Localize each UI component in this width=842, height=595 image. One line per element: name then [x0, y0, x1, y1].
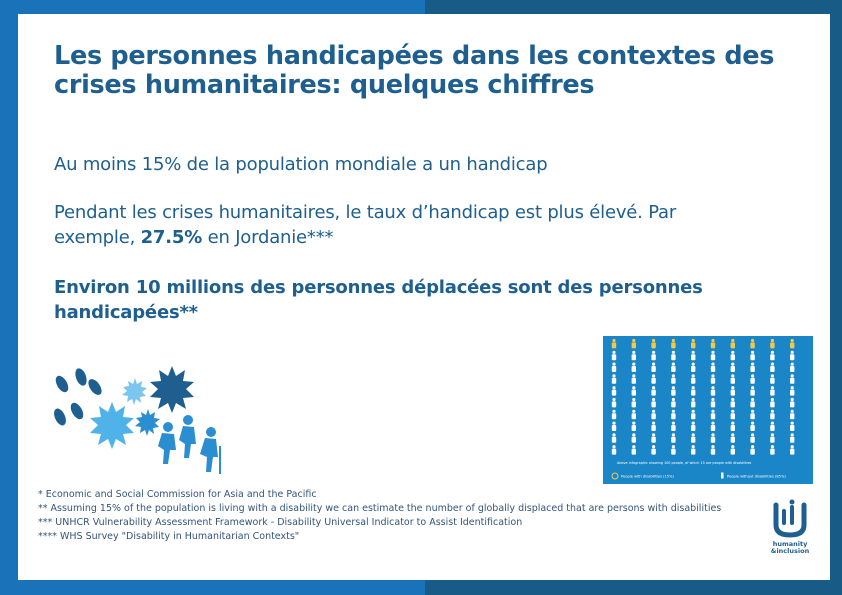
person-icon: [671, 445, 675, 455]
person-icon: [651, 386, 655, 396]
person-icon: [770, 422, 774, 432]
person-icon: [790, 433, 794, 443]
person-icon: [671, 422, 675, 432]
person-icon: [651, 410, 655, 420]
person-icon: [731, 445, 735, 455]
person-icon: [612, 433, 616, 443]
footnote-2: ** Assuming 15% of the population is living with a disability we can estimate the number of globally displaced that are persons with disabilities: [38, 503, 722, 514]
person-icon: [671, 374, 675, 384]
person-icon: [632, 433, 636, 443]
person-legend-icon: [721, 473, 724, 479]
person-with-disability-icon: [691, 351, 695, 361]
stat-global-disability: Au moins 15% de la population mondiale a un handicap: [54, 154, 548, 175]
legend-with-disabilities: People with disabilities (15%): [621, 474, 674, 479]
person-with-disability-icon: [612, 339, 616, 349]
person-icon: [750, 410, 754, 420]
person-icon: [750, 374, 754, 384]
hi-hand-icon: [762, 499, 818, 541]
person-icon: [790, 445, 794, 455]
person-icon: [632, 363, 636, 373]
person-with-disability-icon: [651, 339, 655, 349]
person-icon: [711, 445, 715, 455]
person-icon: [671, 398, 675, 408]
person-icon: [711, 374, 715, 384]
person-icon: [731, 351, 735, 361]
person-icon: [731, 433, 735, 443]
person-icon: [711, 422, 715, 432]
person-icon: [790, 386, 794, 396]
person-icon: [691, 422, 695, 432]
disability-infographic: [603, 336, 813, 484]
person-icon: [691, 410, 695, 420]
person-icon: [731, 410, 735, 420]
person-icon: [691, 363, 695, 373]
person-icon: [790, 410, 794, 420]
slide-title: Les personnes handicapées dans les contextes des crises humanitaires: quelques chiffres: [54, 41, 775, 100]
person-with-disability-icon: [731, 339, 735, 349]
person-icon: [770, 398, 774, 408]
person-icon: [731, 374, 735, 384]
person-icon: [671, 386, 675, 396]
stat-displaced-persons: [54, 275, 754, 325]
stat3-highlight: 10 millions: [135, 277, 245, 298]
person-icon: [750, 351, 754, 361]
person-icon: [770, 351, 774, 361]
person-icon: [651, 422, 655, 432]
person-icon: [711, 398, 715, 408]
person-icon: [750, 433, 754, 443]
person-icon: [790, 374, 794, 384]
person-icon: [691, 374, 695, 384]
logo-line-1: humanity: [772, 540, 808, 548]
person-icon: [612, 445, 616, 455]
person-icon: [632, 398, 636, 408]
person-with-disability-icon: [790, 339, 794, 349]
stat3-text-a: Environ: [54, 277, 136, 298]
person-icon: [770, 386, 774, 396]
person-icon: [711, 351, 715, 361]
people-grid: [603, 336, 813, 484]
person-icon: [651, 445, 655, 455]
person-icon: [750, 398, 754, 408]
person-icon: [750, 363, 754, 373]
stat2-text-a: Pendant les crises humanitaires, le taux d’handicap est plus élevé. Par exemple,: [54, 202, 677, 248]
legend-without-disabilities: People without disabilities (85%): [727, 474, 786, 479]
person-icon: [731, 398, 735, 408]
person-icon: [691, 433, 695, 443]
humanity-inclusion-logo: [762, 499, 818, 559]
person-icon: [750, 386, 754, 396]
footnote-1: * Economic and Social Commission for Asia and the Pacific: [38, 489, 317, 500]
person-icon: [612, 374, 616, 384]
person-icon: [711, 386, 715, 396]
person-icon: [612, 398, 616, 408]
person-with-disability-icon: [671, 339, 675, 349]
person-icon: [691, 386, 695, 396]
person-icon: [651, 433, 655, 443]
person-icon: [711, 410, 715, 420]
person-icon: [612, 422, 616, 432]
person-with-disability-icon: [651, 351, 655, 361]
person-icon: [632, 410, 636, 420]
person-icon: [632, 386, 636, 396]
footnotes: [38, 488, 758, 544]
person-icon: [651, 398, 655, 408]
person-icon: [612, 363, 616, 373]
person-icon: [790, 398, 794, 408]
infographic-caption: Above infographic showing 100 people, of which 15 are people with disabilities: [617, 461, 752, 465]
person-icon: [790, 351, 794, 361]
footnote-3: *** UNHCR Vulnerability Assessment Framework - Disability Universal Indicator to Assist Identification: [38, 517, 523, 528]
person-icon: [731, 422, 735, 432]
person-icon: [770, 363, 774, 373]
footnote-4: **** WHS Survey "Disability in Humanitarian Contexts": [38, 531, 300, 542]
person-icon: [671, 433, 675, 443]
person-icon: [770, 445, 774, 455]
person-icon: [711, 363, 715, 373]
person-icon: [750, 422, 754, 432]
person-icon: [770, 433, 774, 443]
person-icon: [612, 386, 616, 396]
person-icon: [790, 422, 794, 432]
person-icon: [671, 363, 675, 373]
person-icon: [711, 433, 715, 443]
person-with-disability-icon: [612, 351, 616, 361]
person-icon: [731, 386, 735, 396]
stat2-highlight: 27.5%: [140, 227, 203, 248]
person-icon: [770, 374, 774, 384]
person-icon: [790, 363, 794, 373]
person-icon: [750, 445, 754, 455]
person-with-disability-icon: [632, 339, 636, 349]
person-with-disability-icon: [770, 339, 774, 349]
person-icon: [632, 374, 636, 384]
person-with-disability-icon: [671, 351, 675, 361]
person-with-disability-icon: [632, 351, 636, 361]
slide-card: [18, 14, 830, 580]
crisis-illustration: [50, 354, 230, 479]
fleeing-people-icon: [158, 415, 221, 474]
person-icon: [691, 398, 695, 408]
person-icon: [770, 410, 774, 420]
person-icon: [671, 410, 675, 420]
person-icon: [632, 422, 636, 432]
stat-humanitarian-rate: [54, 200, 754, 250]
person-with-disability-icon: [750, 339, 754, 349]
person-icon: [731, 363, 735, 373]
stat2-text-b: en Jordanie***: [202, 227, 334, 248]
wheelchair-icon: [612, 473, 618, 479]
person-icon: [651, 374, 655, 384]
logo-line-2: &inclusion: [770, 547, 810, 555]
stat3-text-b: des personnes déplacées sont des personnes handicapées**: [54, 277, 703, 323]
person-with-disability-icon: [711, 339, 715, 349]
person-icon: [632, 445, 636, 455]
person-with-disability-icon: [691, 339, 695, 349]
person-icon: [612, 410, 616, 420]
person-icon: [651, 363, 655, 373]
explosion-icon: [90, 366, 194, 449]
person-icon: [691, 445, 695, 455]
